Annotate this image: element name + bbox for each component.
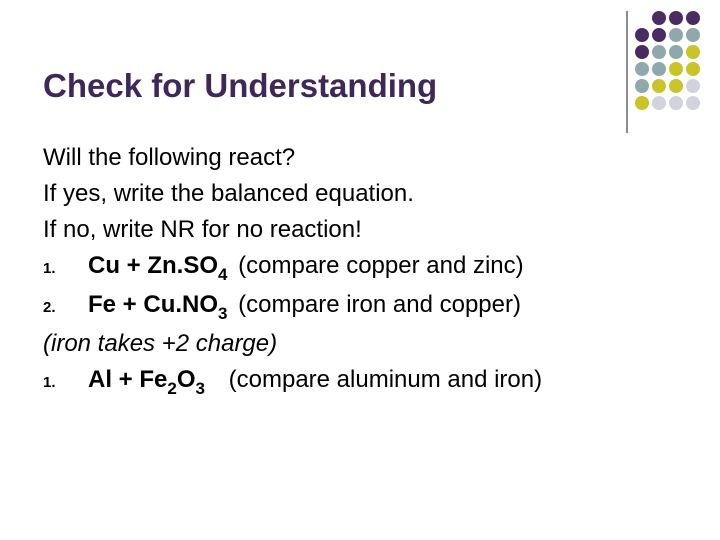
decorative-dot — [652, 45, 666, 59]
decorative-dot — [635, 45, 649, 59]
item-number: 2. — [43, 299, 56, 316]
decorative-dot — [686, 28, 700, 42]
decorative-dot — [652, 96, 666, 110]
decorative-dot — [669, 11, 683, 25]
decorative-dot — [686, 96, 700, 110]
formula-subscript: 3 — [195, 379, 205, 398]
decorative-dot — [652, 28, 666, 42]
decorative-dot — [686, 62, 700, 76]
slide-title: Check for Understanding — [43, 67, 438, 104]
item-number: 1. — [43, 260, 56, 277]
formula-subscript: 3 — [218, 304, 228, 323]
reaction-formula — [88, 291, 228, 323]
decorative-dot — [635, 28, 649, 42]
comparison-note: (compare iron and copper) — [238, 291, 521, 318]
decorative-dot — [652, 79, 666, 93]
reaction-text — [88, 362, 673, 398]
formula-main: Al + Fe — [88, 366, 168, 393]
decorative-dot — [669, 79, 683, 93]
decorative-dot — [652, 11, 666, 25]
comparison-note: (compare aluminum and iron) — [228, 366, 543, 393]
decorative-dot-grid — [634, 10, 718, 110]
reaction-item-2 — [43, 287, 673, 326]
reaction-formula — [88, 252, 228, 284]
decorative-dot — [635, 96, 649, 110]
decorative-dot — [669, 28, 683, 42]
decorative-dot — [686, 11, 700, 25]
reaction-item-3 — [43, 362, 673, 401]
decorative-dot — [669, 45, 683, 59]
item-number: 1. — [43, 374, 56, 391]
reaction-text — [88, 248, 673, 284]
reaction-formula — [88, 366, 205, 398]
slide-content — [43, 140, 673, 401]
reaction-item-1 — [43, 248, 673, 287]
decorative-dot — [669, 62, 683, 76]
charge-note: (iron takes +2 charge) — [43, 330, 278, 357]
reaction-text — [88, 287, 673, 323]
formula-main: Fe + Cu.NO — [88, 291, 219, 318]
comparison-note: (compare copper and zinc) — [238, 252, 524, 279]
decorative-dot — [669, 96, 683, 110]
decorative-dot — [686, 79, 700, 93]
yes-instruction-line: If yes, write the balanced equation. — [43, 180, 414, 207]
formula-subscript: 4 — [218, 265, 228, 284]
formula-main: Cu + Zn.SO — [88, 252, 219, 279]
decorative-dot — [635, 62, 649, 76]
decorative-dot — [652, 62, 666, 76]
decorative-dot — [635, 79, 649, 93]
title-divider — [626, 11, 628, 133]
formula-oxygen: O — [176, 366, 196, 393]
formula-subscript: 2 — [167, 379, 177, 398]
decorative-dot — [686, 45, 700, 59]
no-instruction-line: If no, write NR for no reaction! — [43, 216, 362, 243]
question-line: Will the following react? — [43, 144, 296, 171]
